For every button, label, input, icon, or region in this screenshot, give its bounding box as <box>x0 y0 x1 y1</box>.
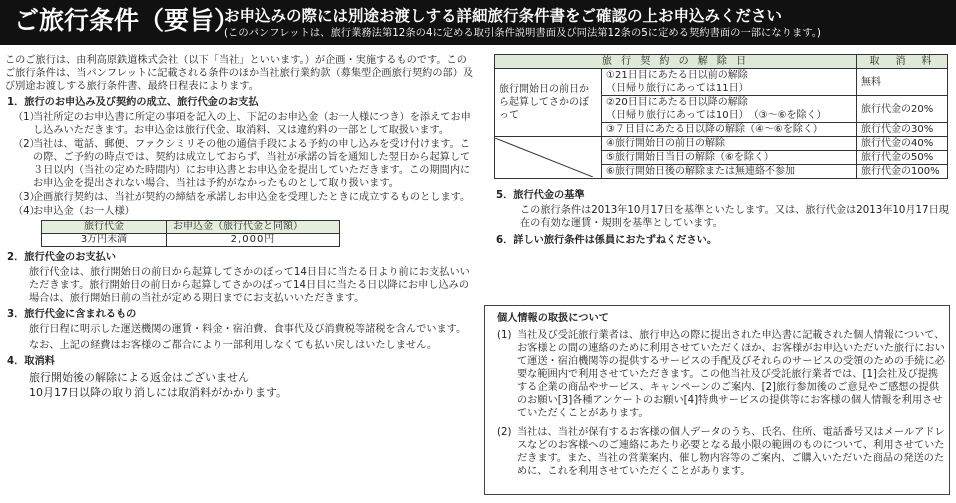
diagonal-line <box>495 138 593 177</box>
table-cell: 旅行代金の20% <box>857 96 948 123</box>
privacy-body <box>497 328 945 479</box>
table-header-cell: お申込金（旅行代金と同額） <box>167 221 340 234</box>
left-column <box>5 54 475 400</box>
privacy-box <box>484 305 950 495</box>
section-5-heading: 5．旅行代金の基準 <box>496 190 585 201</box>
list-item <box>5 205 475 218</box>
list-item <box>5 138 475 190</box>
table-header-cell: 取 消 料 <box>857 55 948 69</box>
item-text: 当社は、電話、郵便、ファクシミリその他の通信手段による予約の申し込みを受け付けます。この際、ご予約の時点では、契約は成立しておらず、当社が承諾の旨を通知した翌日から起算して３日以内（当社の定めた時間内）にお申込書とお申込金を提出していただきます。この期間内にお申込金を提出されない場合、当社は予約がなかったものとして取り扱います。 <box>33 139 471 189</box>
section-4-heading: 4．取消料 <box>7 356 55 367</box>
item-number: （1） <box>13 112 40 123</box>
item-number: (1) <box>497 330 512 341</box>
item-text: 企画旅行契約は、当社が契約の締結を承諾しお申込金を受理したときに成立するものとします。 <box>33 192 471 203</box>
page-header <box>0 0 956 45</box>
table-cell: ⑤旅行開始日当日の解除（⑥を除く） <box>602 151 857 165</box>
item-text: お申込金（お一人様） <box>33 206 135 217</box>
section-6-heading: 6．詳しい旅行条件は係員におたずねください。 <box>496 235 718 246</box>
section-3-heading: 3．旅行代金に含まれるもの <box>7 309 137 320</box>
section-2-heading: 2．旅行代金のお支払い <box>7 252 116 263</box>
item-text: 当社は、当社が保有するお客様の個人データのうち、氏名、住所、電話番号又はメールアドレスなどのお客様へのご連絡にあたり必要となる最小限の範囲のものについて、利用させていただきます。また、当社の営業案内、催し物内容等のご案内、ご購入いただいた商品の発送のために、これを利用させていただくことがあります。 <box>517 427 945 477</box>
privacy-title: 個人情報の取扱について <box>497 313 609 324</box>
header-note: (このパンフレットは、旅行業務法第12条の4に定める取引条件説明書面及び同法第12条の5に定める契約書面の一部になります。) <box>224 27 821 39</box>
item-number: （2） <box>13 139 40 150</box>
table-header-row <box>42 221 340 234</box>
cancel-when: ②20日目にあたる日以降の解除 <box>606 97 748 108</box>
table-cell: 旅行代金の100% <box>857 165 948 179</box>
list-item <box>497 426 945 478</box>
list-item <box>497 329 945 420</box>
table-cell: ⑥旅行開始日後の解除または無連絡不参加 <box>602 165 857 179</box>
table-cell: 旅行代金の30% <box>857 123 948 137</box>
table-cell: 無料 <box>857 69 948 96</box>
table-cell: ③７日目にあたる日以降の解除（④〜⑥を除く） <box>602 123 857 137</box>
section-4-line: 旅行開始後の解除による返金はございません <box>29 371 249 384</box>
list-item <box>5 191 475 204</box>
table-cell <box>602 69 857 96</box>
table-cell: 3万円未満 <box>42 234 167 247</box>
table-cell: 旅行代金の40% <box>857 137 948 151</box>
table-header-cell: 旅 行 契 約 の 解 除 日 <box>495 55 857 69</box>
header-notice: お申込みの際には別途お渡しする詳細旅行条件書をご確認の上お申込みください <box>224 7 783 25</box>
section-3-note: なお、上記の経費はお客様のご都合により一部利用しなくても払い戻しはいたしません。 <box>29 340 438 351</box>
item-text: 当社所定のお申込書に所定の事項を記入の上、下記のお申込金（お一人様につき）を添えてお申し込みいただきます。お申込金は旅行代金、取消料、又は違約料の一部として取扱います。 <box>33 112 471 136</box>
section-2-body: 旅行代金は、旅行開始日の前日から起算してさかのぼって14日目に当たる日より前にお支払いいただきます。旅行開始日の前日から起算してさかのぼって14日目に当たる日以降にお申し込みの場合は、旅行開始日前の当社が定める期日までにお支払いいただきます。 <box>29 267 470 304</box>
section-4-line: 10月17日以降の取り消しには取消料がかかります。 <box>29 386 288 399</box>
table-cell: ④旅行開始日の前日の解除 <box>602 137 857 151</box>
item-number: （3） <box>13 192 40 203</box>
table-row <box>495 69 948 96</box>
section-3-body: 旅行日程に明示した運送機関の運賃・料金・宿泊費、食事代及び消費税等諸税を含んでいます。 <box>29 324 467 335</box>
table-cell: 旅行代金の50% <box>857 151 948 165</box>
cancel-when-note: （日帰り旅行にあっては11日） <box>606 83 749 94</box>
section-1-heading: 1．旅行のお申込み及び契約の成立、旅行代金のお支払 <box>7 97 259 108</box>
item-text: 当社及び受託旅行業者は、旅行申込の際に提出された申込書に記載された個人情報について、お客様との間の連絡のために利用させていただくほか、お客様がお申込いただいた旅行において運送・宿泊機関等の提供するサービスの手配及びそれらのサービスの受領のための手続に必要な範囲内で利用させていただきます。この他当社及び受託旅行業者では、[1]会社及び提携する企業の商品やサービス、キャンペーンのご案内、[2]旅行参加後のご意見やご感想の提供のお願い[3]各種アンケートのお願い[4]特典サービスの提供等にお客様の個人情報を利用させていただくことがあります。 <box>517 330 945 419</box>
item-number: (2) <box>497 427 512 438</box>
section-5-body: この旅行条件は2013年10月17日を基準といたします。又は、旅行代金は2013年10月17日現在の有効な運賃・規則を基準としています。 <box>520 205 949 229</box>
page-title: ご旅行条件（要旨） <box>14 6 240 35</box>
list-item <box>5 111 475 137</box>
table-header-row <box>495 55 948 69</box>
diagonal-cell <box>495 137 602 179</box>
table-cell <box>602 96 857 123</box>
table-cell: 2,000円 <box>167 234 340 247</box>
table-row-label: 旅行開始日の前日から起算してさかのぼって <box>495 69 602 137</box>
item-number: （4） <box>13 206 40 217</box>
intro-text: このご旅行は、由利高原鉄道株式会社（以下「当社」といいます。）が企画・実施するものです。このご旅行条件は、当パンフレットに記載される条件のほか当社旅行業約款（募集型企画旅行契約の部）及び別途お渡しする旅行条件書、最終日程表によります。 <box>5 55 474 92</box>
deposit-table <box>41 220 340 247</box>
cancel-when-note: （日帰り旅行にあっては10日） （③〜⑥を除く） <box>606 110 827 121</box>
right-column <box>494 54 950 249</box>
table-row <box>42 234 340 247</box>
table-header-cell: 旅行代金 <box>42 221 167 234</box>
cancellation-fee-table <box>494 54 948 179</box>
table-row <box>495 137 948 151</box>
cancel-when: ①21日目にあたる日以前の解除 <box>606 70 748 81</box>
